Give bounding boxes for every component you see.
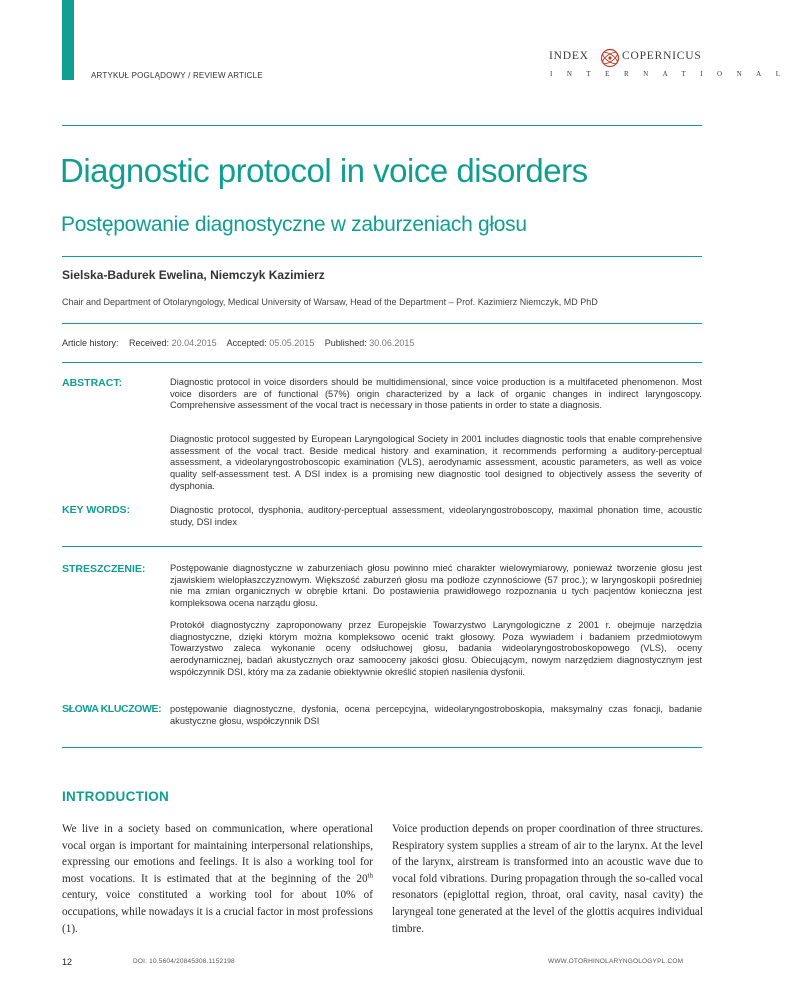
received-date: 20.04.2015	[171, 338, 217, 348]
journal-url[interactable]: WWW.OTORHINOLARYNGOLOGYPL.COM	[548, 958, 684, 965]
doi[interactable]: DOI: 10.5604/20845308.1152198	[133, 958, 235, 965]
divider	[62, 125, 702, 126]
section-label: ARTYKUŁ POGLĄDOWY / REVIEW ARTICLE	[91, 71, 263, 80]
accepted-date: 05.05.2015	[269, 338, 315, 348]
history-label: Article history:	[62, 338, 119, 348]
slowa-kluczowe-label: SŁOWA KLUCZOWE:	[62, 703, 162, 715]
published-label: Published:	[324, 338, 367, 348]
introduction-column-2: Voice production depends on proper coordination of three structures. Respiratory system supplies a stream of air to the larynx. At the level of the larynx, airstream is transformed into an acoustic wave due to vocal fold vibrations. During propagation through the so-called vocal resonators (epiglottal region, throat, oral cavity, nasal cavity) the laryngeal tone generated at the level of the glottis acquires individual timbre.	[392, 823, 703, 935]
article-subtitle: Postępowanie diagnostyczne w zaburzeniach głosu	[61, 213, 527, 236]
article-history	[62, 338, 414, 348]
page-number: 12	[62, 957, 73, 967]
logo-word-index: INDEX	[549, 50, 589, 62]
article-title: Diagnostic protocol in voice disorders	[60, 152, 588, 189]
logo-word-copernicus: COPERNICUS	[622, 50, 702, 62]
streszczenie-label: STRESZCZENIE:	[62, 563, 146, 575]
abstract-label: ABSTRACT:	[62, 377, 123, 389]
logo-subtitle: INTERNATIONAL	[550, 70, 795, 78]
authors: Sielska-Badurek Ewelina, Niemczyk Kazimierz	[62, 268, 325, 282]
divider	[62, 362, 702, 363]
divider	[62, 747, 702, 748]
streszczenie-paragraph-2: Protokół diagnostyczny zaproponowany przez Europejskie Towarzystwo Laryngologiczne z 2001 r. obejmuje narzędzia diagnostyczne, dzięki którym można kompleksowo ocenić trakt głosowy. Poza wywiadem i badaniem przedmiotowym Towarzystwo zaleca wykonanie oceny odsłuchowej głosu, badania wideolaryngostroboskopowego (VLS), oceny aerodynamicznej, badań akustycznych oraz samooceny jakości głosu. Obiecującym, nowym narzędziem diagnostycznym jest współczynnik DSI, który ma za zadanie obiektywnie określić stopień nasilenia dysfonii.	[170, 620, 702, 677]
introduction-column-1: We live in a society based on communication, where operational vocal organ is important for maintaining interpersonal relationships, expressing our emotions and feelings. It is also a working tool for most vocations. It is estimated that at the beginning of the 20th century, voice constituted a working tool for about 10% of occupations, while nowadays it is a crucial factor in most professions (1).	[62, 823, 373, 935]
divider	[62, 323, 702, 324]
keywords-text: Diagnostic protocol, dysphonia, auditory-perceptual assessment, videolaryngostroboscopy, maximal phonation time, acoustic study, DSI index	[170, 505, 702, 527]
divider	[62, 256, 702, 257]
slowa-kluczowe-text: postępowanie diagnostyczne, dysfonia, ocena percepcyjna, wideolaryngostroboskopia, maksymalny czas fonacji, badanie akustyczne głosu, współczynnik DSI	[170, 704, 702, 726]
introduction-heading: INTRODUCTION	[62, 789, 170, 804]
divider	[62, 546, 702, 547]
keywords-label: KEY WORDS:	[62, 504, 131, 516]
index-copernicus-logo	[549, 48, 795, 84]
copernicus-emblem-icon	[600, 48, 620, 68]
abstract-paragraph-1: Diagnostic protocol in voice disorders should be multidimensional, since voice production is a multifaceted phenomenon. Most voice disorders are of functional (57%) origin characterized by a lack of organic changes in indirect laryngoscopy. Comprehensive assessment of the vocal tract is necessary in those patients in order to state a diagnosis.	[170, 377, 702, 411]
published-date: 30.06.2015	[369, 338, 415, 348]
abstract-paragraph-2: Diagnostic protocol suggested by European Laryngological Society in 2001 includes diagnostic tools that enable comprehensive assessment of the vocal tract. Beside medical history and examination, it recommends performing a auditory-perceptual assessment, a videolaryngostroboscopic examination (VLS), aerodynamic assessment, acoustic parameters, as well as voice quality self-assessment test. A DSI index is a promising new diagnostic tool designed to objectively assess the severity of dysphonia.	[170, 434, 702, 491]
received-label: Received:	[129, 338, 170, 348]
accent-bar	[62, 0, 74, 80]
affiliation: Chair and Department of Otolaryngology, Medical University of Warsaw, Head of the Department – Prof. Kazimierz Niemczyk, MD PhD	[62, 297, 598, 307]
accepted-label: Accepted:	[226, 338, 267, 348]
streszczenie-paragraph-1: Postępowanie diagnostyczne w zaburzeniach głosu powinno mieć charakter wielowymiarowy, ponieważ tworzenie głosu jest zjawiskiem wielopłaszczyznowym. Większość zaburzeń głosu ma podłoże czynnościowe (57 proc.); w laryngoskopii pośredniej nie ma zmian organicznych w obrębie krtani. Do postawienia prawidłowego rozpoznania u tych pacjentów konieczna jest kompleksowa ocena narządu głosu.	[170, 563, 702, 609]
